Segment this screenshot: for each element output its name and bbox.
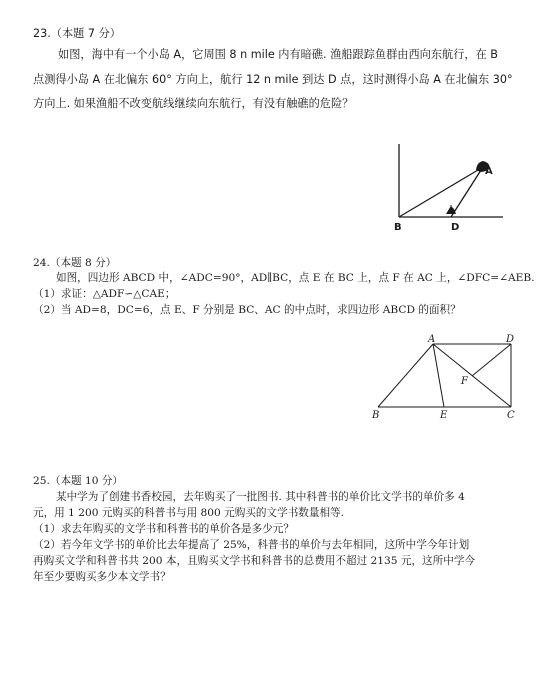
- q24-header: 24.（本题 8 分）: [33, 257, 117, 269]
- q25-line-2: 元，用 1 200 元购买的科普书与用 800 元购买的文学书数量相等.: [33, 507, 345, 519]
- q25-line-4: （2）若今年文学书的单价比去年提高了 25%，科普书的单价与去年相同，这所中学今年计划: [33, 539, 470, 551]
- label-a: A: [428, 334, 436, 345]
- label-d: D: [506, 334, 515, 345]
- segment-df: [472, 344, 511, 376]
- label-b: B: [372, 410, 380, 421]
- q23-line-2: 点测得小岛 A 在北偏东 60° 方向上，航行 12 n mile 到达 D 点，这时测得小岛 A 在北偏东 30°: [33, 73, 513, 86]
- q23-line-1: 如图，海中有一个小岛 A，它周围 8 n mile 内有暗礁. 渔船跟踪鱼群由西向东航行，在 B: [58, 48, 498, 61]
- q25-header: 25.（本题 10 分）: [33, 475, 124, 487]
- label-d: D: [451, 222, 460, 233]
- segment-ae: [433, 344, 444, 407]
- q24-line-1: 如图，四边形 ABCD 中，∠ADC=90°，AD∥BC，点 E 在 BC 上，点 F 在 AC 上，∠DFC=∠AEB.: [56, 272, 535, 284]
- label-b: B: [394, 222, 402, 233]
- q23-header: 23.（本题 7 分）: [33, 27, 121, 40]
- q25-line-1: 某中学为了创建书香校园，去年购买了一批图书. 其中科普书的单价比文学书的单价多 4: [56, 491, 465, 503]
- segment-ab: [378, 344, 433, 407]
- label-c: C: [507, 410, 515, 421]
- q25-line-5: 再购买文学和科普书共 200 本，且购买文学书和科普书的总费用不超过 2135 元，这所中学今: [33, 555, 476, 567]
- q24-line-3: （2）当 AD=8，DC=6，点 E、F 分别是 BC、AC 的中点时，求四边形 ABCD 的面积？: [33, 304, 461, 316]
- label-f: F: [461, 376, 468, 387]
- label-e: E: [440, 410, 448, 421]
- label-a: A: [485, 166, 493, 177]
- q23-line-3: 方向上. 如果渔船不改变航线继续向东航行，有没有触礁的危险？: [33, 97, 354, 110]
- q24-line-2: （1）求证：△ADF∽△CAE；: [33, 288, 176, 300]
- q25-line-6: 年至少要购买多少本文学书？: [33, 571, 171, 583]
- q25-line-3: （1）求去年购买的文学书和科普书的单价各是多少元？: [33, 523, 294, 535]
